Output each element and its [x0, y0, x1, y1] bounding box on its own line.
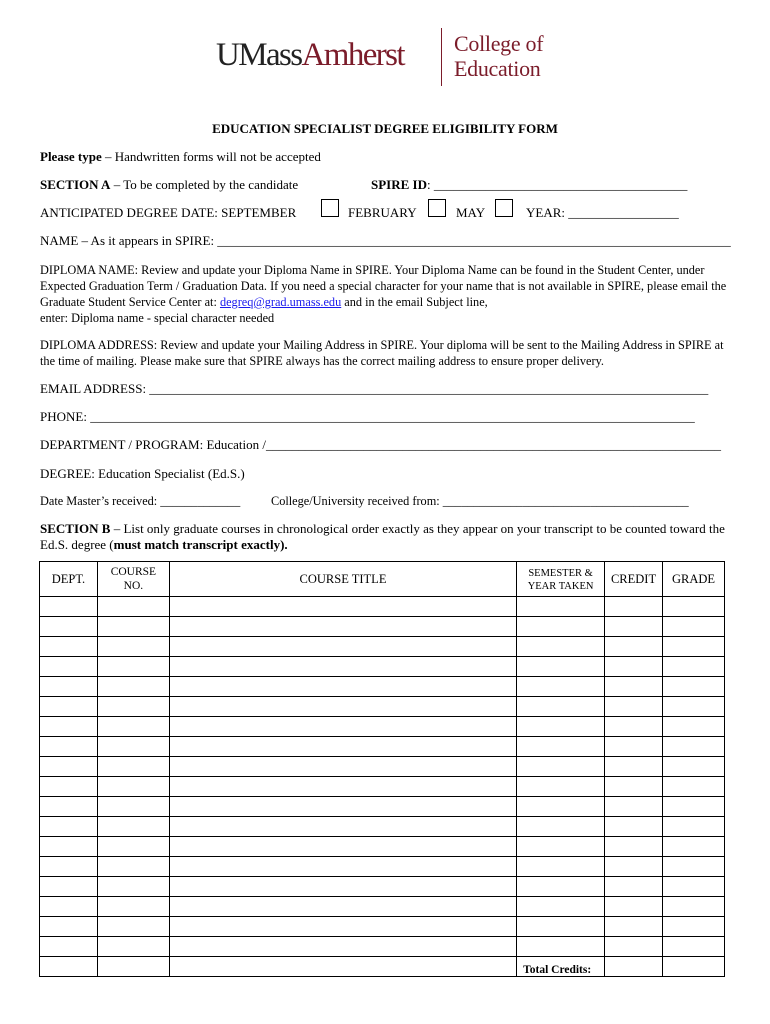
- semester-cell[interactable]: [517, 937, 605, 957]
- course-title-cell[interactable]: [169, 617, 516, 637]
- section-b-bold2: must match transcript exactly).: [113, 537, 288, 552]
- diploma-name-text-2: and in the email Subject line,: [341, 295, 488, 309]
- courses-table: [39, 561, 725, 977]
- table-row: [40, 657, 725, 677]
- total-credits-value[interactable]: [605, 957, 663, 977]
- credit-cell[interactable]: [605, 677, 663, 697]
- header-semester-line2: YEAR TAKEN: [527, 581, 594, 592]
- course-no-cell[interactable]: [97, 637, 169, 657]
- credit-cell[interactable]: [605, 837, 663, 857]
- course-title-cell[interactable]: [169, 737, 516, 757]
- table-row: [40, 617, 725, 637]
- grade-cell[interactable]: [663, 637, 725, 657]
- course-title-cell[interactable]: [169, 817, 516, 837]
- college-received-field[interactable]: College/University received from: ________________________________________: [271, 494, 689, 508]
- dept-cell[interactable]: [40, 637, 98, 657]
- table-row: [40, 877, 725, 897]
- college-of-education-logo: [454, 31, 543, 81]
- february-checkbox[interactable]: [428, 199, 446, 217]
- name-field[interactable]: NAME – As it appears in SPIRE: _______________________________________________________________________________: [40, 233, 731, 248]
- credit-cell[interactable]: [605, 637, 663, 657]
- course-title-cell[interactable]: [169, 877, 516, 897]
- course-rows: [40, 597, 725, 977]
- course-no-cell[interactable]: [97, 657, 169, 677]
- grade-cell[interactable]: [663, 897, 725, 917]
- course-title-cell: [169, 957, 516, 977]
- header-course-no: [97, 562, 169, 597]
- credit-cell[interactable]: [605, 797, 663, 817]
- table-row: [40, 837, 725, 857]
- logo-umass: UMass: [216, 37, 302, 73]
- table-row: [40, 897, 725, 917]
- table-row: [40, 917, 725, 937]
- course-title-cell[interactable]: [169, 677, 516, 697]
- course-no-cell[interactable]: [97, 677, 169, 697]
- header-course-no-line1: COURSE: [110, 566, 157, 578]
- course-title-cell[interactable]: [169, 717, 516, 737]
- semester-cell[interactable]: [517, 597, 605, 617]
- grade-cell[interactable]: [663, 737, 725, 757]
- credit-cell[interactable]: [605, 597, 663, 617]
- course-title-cell[interactable]: [169, 637, 516, 657]
- credit-cell[interactable]: [605, 897, 663, 917]
- anticipated-degree-label: ANTICIPATED DEGREE DATE: SEPTEMBER: [40, 205, 297, 220]
- grade-cell[interactable]: [663, 617, 725, 637]
- credit-cell[interactable]: [605, 937, 663, 957]
- grade-cell[interactable]: [663, 597, 725, 617]
- dept-cell[interactable]: [40, 897, 98, 917]
- table-row: [40, 797, 725, 817]
- spire-id-field[interactable]: [371, 177, 687, 193]
- course-title-cell[interactable]: [169, 757, 516, 777]
- grade-cell[interactable]: [663, 697, 725, 717]
- course-no-cell[interactable]: [97, 857, 169, 877]
- logo-college-line2: Education: [454, 56, 541, 81]
- semester-cell[interactable]: [517, 757, 605, 777]
- table-row: [40, 637, 725, 657]
- may-label: MAY: [456, 205, 486, 220]
- course-no-cell[interactable]: [97, 597, 169, 617]
- course-no-cell[interactable]: [97, 697, 169, 717]
- course-title-cell[interactable]: [169, 597, 516, 617]
- grade-cell[interactable]: [663, 857, 725, 877]
- credit-cell[interactable]: [605, 717, 663, 737]
- course-no-cell[interactable]: [97, 717, 169, 737]
- course-no-cell[interactable]: [97, 937, 169, 957]
- semester-cell[interactable]: [517, 897, 605, 917]
- semester-cell[interactable]: [517, 777, 605, 797]
- degree-label: DEGREE: Education Specialist (Ed.S.): [40, 466, 245, 481]
- grad-email-link[interactable]: degreq@grad.umass.edu: [219, 295, 342, 309]
- section-b-heading: [40, 521, 730, 553]
- masters-date-field[interactable]: Date Master’s received: _____________: [40, 494, 241, 508]
- table-row: [40, 597, 725, 617]
- semester-cell[interactable]: [517, 657, 605, 677]
- semester-cell[interactable]: [517, 917, 605, 937]
- please-type-rest: – Handwritten forms will not be accepted: [101, 149, 321, 164]
- dept-cell[interactable]: [40, 597, 98, 617]
- semester-cell[interactable]: [517, 737, 605, 757]
- credit-cell[interactable]: [605, 617, 663, 637]
- course-no-cell[interactable]: [97, 877, 169, 897]
- february-label: FEBRUARY: [348, 205, 417, 220]
- section-a-heading: [40, 177, 298, 193]
- year-field[interactable]: YEAR: _________________: [526, 205, 679, 220]
- dept-cell[interactable]: [40, 837, 98, 857]
- diploma-name-text-3: enter: Diploma name - special character needed: [40, 311, 275, 325]
- dept-cell[interactable]: [40, 717, 98, 737]
- grade-cell[interactable]: [663, 777, 725, 797]
- course-no-cell[interactable]: [97, 737, 169, 757]
- dept-cell[interactable]: [40, 777, 98, 797]
- course-no-cell[interactable]: [97, 797, 169, 817]
- course-no-cell[interactable]: [97, 817, 169, 837]
- credit-cell[interactable]: [605, 917, 663, 937]
- dept-cell[interactable]: [40, 917, 98, 937]
- logo-amherst: Amherst: [301, 37, 404, 73]
- header-semester-line1: SEMESTER &: [528, 568, 593, 579]
- table-header-row: [40, 562, 725, 597]
- table-row: [40, 717, 725, 737]
- table-row: [40, 857, 725, 877]
- form-title: EDUCATION SPECIALIST DEGREE ELIGIBILITY FORM: [212, 121, 558, 136]
- header-course-no-line2: NO.: [123, 580, 144, 592]
- credit-cell[interactable]: [605, 877, 663, 897]
- table-row: [40, 777, 725, 797]
- grade-cell: [663, 957, 725, 977]
- course-title-cell[interactable]: [169, 837, 516, 857]
- course-title-cell[interactable]: [169, 917, 516, 937]
- grade-cell[interactable]: [663, 757, 725, 777]
- umass-amherst-logo: [216, 36, 404, 74]
- credit-cell[interactable]: [605, 857, 663, 877]
- course-no-cell[interactable]: [97, 837, 169, 857]
- header-credit: CREDIT: [605, 562, 663, 597]
- grade-cell[interactable]: [663, 677, 725, 697]
- course-title-cell[interactable]: [169, 697, 516, 717]
- course-no-cell[interactable]: [97, 757, 169, 777]
- semester-cell[interactable]: [517, 797, 605, 817]
- grade-cell[interactable]: [663, 837, 725, 857]
- header-dept: DEPT.: [40, 562, 98, 597]
- course-no-cell: [97, 957, 169, 977]
- please-type-bold: Please type: [40, 149, 102, 164]
- diploma-address-paragraph: DIPLOMA ADDRESS: Review and update your Mailing Address in SPIRE. Your diploma will be sent to the Mailing Address in SPIRE at the time of mailing. Please make sure that SPIRE always has the correct mailing address to ensure proper delivery.: [40, 338, 724, 368]
- department-field[interactable]: DEPARTMENT / PROGRAM: Education /______________________________________________________________________: [40, 437, 722, 452]
- table-row: [40, 697, 725, 717]
- semester-cell[interactable]: [517, 697, 605, 717]
- header-grade: GRADE: [663, 562, 725, 597]
- email-field[interactable]: EMAIL ADDRESS: ______________________________________________________________________________________: [40, 381, 709, 396]
- grade-cell[interactable]: [663, 917, 725, 937]
- course-title-cell[interactable]: [169, 777, 516, 797]
- phone-field[interactable]: PHONE: _____________________________________________________________________________________________: [40, 409, 695, 424]
- credit-cell[interactable]: [605, 757, 663, 777]
- table-row: [40, 817, 725, 837]
- section-a-bold: SECTION A: [40, 177, 111, 192]
- header-course-title: COURSE TITLE: [169, 562, 516, 597]
- course-title-cell[interactable]: [169, 897, 516, 917]
- spire-id-label: SPIRE ID: [371, 177, 427, 192]
- table-row: [40, 757, 725, 777]
- may-checkbox[interactable]: [495, 199, 513, 217]
- semester-cell[interactable]: [517, 837, 605, 857]
- dept-cell[interactable]: [40, 737, 98, 757]
- dept-cell[interactable]: [40, 797, 98, 817]
- grade-cell[interactable]: [663, 657, 725, 677]
- please-type-note: [40, 149, 321, 165]
- course-title-cell[interactable]: [169, 657, 516, 677]
- grade-cell[interactable]: [663, 877, 725, 897]
- grade-cell[interactable]: [663, 797, 725, 817]
- semester-cell[interactable]: [517, 817, 605, 837]
- credit-cell[interactable]: [605, 697, 663, 717]
- total-credits-label: Total Credits:: [517, 957, 605, 977]
- dept-cell[interactable]: [40, 817, 98, 837]
- grade-cell[interactable]: [663, 817, 725, 837]
- dept-cell[interactable]: [40, 697, 98, 717]
- dept-cell[interactable]: [40, 857, 98, 877]
- logo-college-line1: College of: [454, 31, 544, 56]
- dept-cell[interactable]: [40, 937, 98, 957]
- course-no-cell[interactable]: [97, 777, 169, 797]
- course-title-cell[interactable]: [169, 797, 516, 817]
- dept-cell[interactable]: [40, 617, 98, 637]
- header-semester: [517, 562, 605, 597]
- table-row: [40, 677, 725, 697]
- course-no-cell[interactable]: [97, 897, 169, 917]
- semester-cell[interactable]: [517, 637, 605, 657]
- semester-cell[interactable]: [517, 877, 605, 897]
- total-credits-row: [40, 957, 725, 977]
- grade-cell[interactable]: [663, 717, 725, 737]
- credit-cell[interactable]: [605, 657, 663, 677]
- table-row: [40, 937, 725, 957]
- diploma-name-text: DIPLOMA NAME: Review and update your Diploma Name in SPIRE. Your Diploma Name can be found in the Student Center, under Expected Graduation Term / Graduation Data. If you need a special character for your name that is not available in SPIRE, please email the Graduate Student Service Center at:: [40, 263, 727, 309]
- course-title-cell[interactable]: [169, 857, 516, 877]
- table-row: [40, 737, 725, 757]
- dept-cell: [40, 957, 98, 977]
- semester-cell[interactable]: [517, 717, 605, 737]
- dept-cell[interactable]: [40, 657, 98, 677]
- credit-cell[interactable]: [605, 737, 663, 757]
- semester-cell[interactable]: [517, 857, 605, 877]
- spire-id-line: : _______________________________________: [427, 177, 688, 192]
- dept-cell[interactable]: [40, 757, 98, 777]
- semester-cell[interactable]: [517, 677, 605, 697]
- section-a-rest: – To be completed by the candidate: [110, 177, 299, 192]
- course-title-cell[interactable]: [169, 937, 516, 957]
- diploma-name-paragraph: [40, 262, 730, 326]
- credit-cell[interactable]: [605, 817, 663, 837]
- section-b-bold: SECTION B: [40, 521, 111, 536]
- grade-cell[interactable]: [663, 937, 725, 957]
- semester-cell[interactable]: [517, 617, 605, 637]
- section-b-rest: – List only graduate courses in chronological order exactly as they appear on your transcript to be counted toward the Ed.S. degree (: [40, 521, 725, 552]
- dept-cell[interactable]: [40, 677, 98, 697]
- logo-divider: [441, 28, 442, 86]
- dept-cell[interactable]: [40, 877, 98, 897]
- september-checkbox[interactable]: [321, 199, 339, 217]
- course-no-cell[interactable]: [97, 617, 169, 637]
- course-no-cell[interactable]: [97, 917, 169, 937]
- credit-cell[interactable]: [605, 777, 663, 797]
